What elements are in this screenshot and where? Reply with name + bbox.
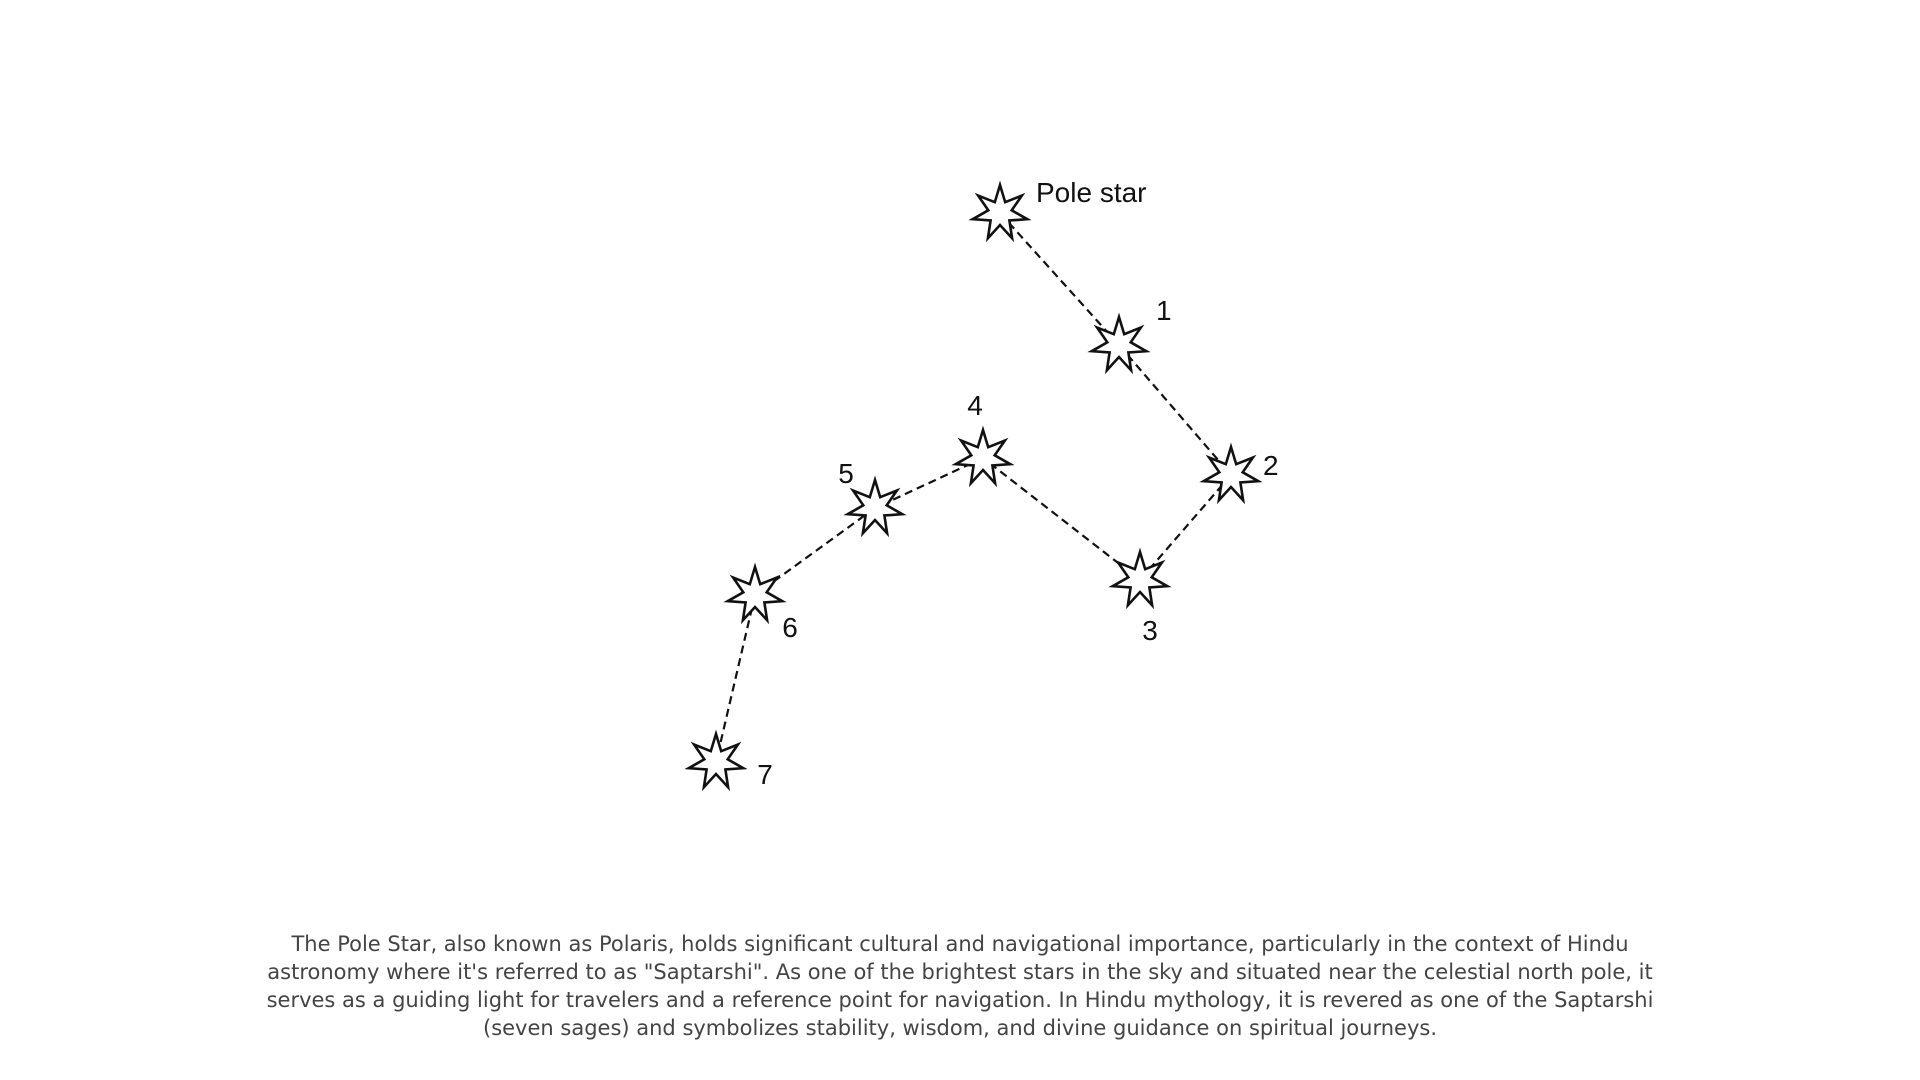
star-label-s4: 4 [967,390,983,421]
connection-line-s6-s7 [716,595,755,762]
star-label-s3: 3 [1142,615,1158,646]
star-icon [728,567,783,620]
star-icon [848,480,903,533]
star-label-s5: 5 [838,458,854,489]
star-icon [973,185,1028,238]
star-icon [689,734,744,787]
labels-group [757,177,1278,790]
star-label-s6: 6 [782,612,798,643]
caption-text: The Pole Star, also known as Polaris, holds significant cultural and navigational importance, particularly in the context of Hindu astronomy where it's referred to as "Saptarshi". As one of the brightest stars in the sky and situated near the celestial north pole, it serves as a guiding light for travelers and a reference point for navigation. In Hindu mythology, it is revered as one of the Saptarshi (seven sages) and symbolizes stability, wisdom, and divine guidance on spiritual journeys. [266,932,1654,1040]
star-label-s1: 1 [1156,295,1172,326]
star-label-s2: 2 [1263,450,1279,481]
connection-lines [716,213,1231,762]
star-icon [1113,552,1168,605]
star-label-s7: 7 [757,759,773,790]
star-icon [1204,447,1259,500]
star-label-pole: Pole star [1036,177,1147,208]
connection-line-s1-s2 [1119,345,1231,475]
connection-line-s2-s3 [1140,475,1231,580]
stars-group [689,185,1259,787]
star-icon [956,430,1011,483]
connection-line-pole-s1 [1000,213,1119,345]
